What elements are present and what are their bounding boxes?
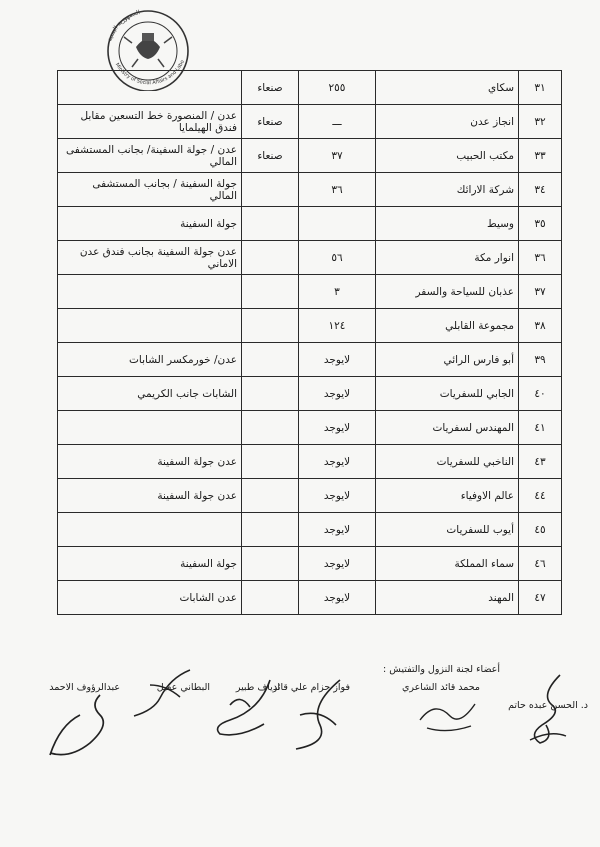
location-cell	[58, 513, 242, 547]
governorate-cell	[242, 377, 299, 411]
governorate-cell	[242, 275, 299, 309]
location-cell: جولة السفينة	[58, 547, 242, 581]
row-number-cell: ٣٢	[519, 105, 562, 139]
member-name-1: د. الحسن عبده حاتم	[508, 700, 588, 711]
location-cell: عدن الشابات	[58, 581, 242, 615]
agency-name-cell: المهندس لسفريات	[376, 411, 519, 445]
location-cell: الشابات جانب الكريمي	[58, 377, 242, 411]
governorate-cell	[242, 343, 299, 377]
location-cell: عدن جولة السفينة بجانب فندق عدن الاماني	[58, 241, 242, 275]
agency-name-cell: مجموعة القابلي	[376, 309, 519, 343]
row-number-cell: ٤٥	[519, 513, 562, 547]
governorate-cell: صنعاء	[242, 139, 299, 173]
table-row	[58, 343, 562, 377]
agency-name-cell: انجاز عدن	[376, 105, 519, 139]
member-name-4: ارياف طبير	[235, 682, 280, 693]
row-number-cell: ٣٨	[519, 309, 562, 343]
table-row	[58, 71, 562, 105]
agencies-table	[57, 70, 562, 615]
pilgrims-count-cell: لايوجد	[299, 377, 376, 411]
signatures-footer	[40, 660, 588, 780]
governorate-cell	[242, 241, 299, 275]
pilgrims-count-cell: لايوجد	[299, 343, 376, 377]
pilgrims-count-cell: لايوجد	[299, 479, 376, 513]
agency-name-cell: عذبان للسياحة والسفر	[376, 275, 519, 309]
location-cell: جولة السفينة / بجانب المستشفى المالي	[58, 173, 242, 207]
location-cell: عدن جولة السفينة	[58, 445, 242, 479]
agency-name-cell: عالم الاوفياء	[376, 479, 519, 513]
pilgrims-count-cell: ٣	[299, 275, 376, 309]
member-name-3: فواز حزام علي قائد	[272, 682, 350, 693]
signature-4	[200, 675, 280, 745]
row-number-cell: ٤١	[519, 411, 562, 445]
svg-text:الجمهورية اليمنية: الجمهورية اليمنية	[106, 8, 141, 43]
pilgrims-count-cell: ١٢٤	[299, 309, 376, 343]
table-row	[58, 581, 562, 615]
location-cell: عدن/ خورمكسر الشابات	[58, 343, 242, 377]
location-cell: عدن جولة السفينة	[58, 479, 242, 513]
table-row	[58, 275, 562, 309]
pilgrims-count-cell: ٥٦	[299, 241, 376, 275]
svg-text:Ministry of Social Affairs and: Ministry of Social Affairs and Labo	[113, 59, 186, 87]
agency-name-cell: شركة الارائك	[376, 173, 519, 207]
row-number-cell: ٣١	[519, 71, 562, 105]
pilgrims-count-cell: ـــ	[299, 105, 376, 139]
table-row	[58, 309, 562, 343]
committee-title: أعضاء لجنة النزول والتفتيش :	[383, 664, 500, 675]
agency-name-cell: سكاي	[376, 71, 519, 105]
agency-name-cell: المهند	[376, 581, 519, 615]
agency-name-cell: الناخبي للسفريات	[376, 445, 519, 479]
governorate-cell: صنعاء	[242, 105, 299, 139]
pilgrims-count-cell: لايوجد	[299, 581, 376, 615]
agency-name-cell: مكتب الحبيب	[376, 139, 519, 173]
row-number-cell: ٣٦	[519, 241, 562, 275]
pilgrims-count-cell: ٣٦	[299, 173, 376, 207]
member-name-5: البطاني عقيل	[156, 682, 210, 693]
row-number-cell: ٣٧	[519, 275, 562, 309]
table-row	[58, 139, 562, 173]
location-cell	[58, 309, 242, 343]
signature-3	[280, 675, 350, 755]
pilgrims-count-cell: لايوجد	[299, 513, 376, 547]
agency-name-cell: وسيط	[376, 207, 519, 241]
agency-name-cell: أيوب للسفريات	[376, 513, 519, 547]
member-name-6: عبدالرؤوف الاحمد	[49, 682, 120, 693]
table-row	[58, 513, 562, 547]
pilgrims-count-cell: لايوجد	[299, 547, 376, 581]
pilgrims-count-cell: لايوجد	[299, 445, 376, 479]
signature-2	[415, 690, 485, 740]
table-row	[58, 173, 562, 207]
row-number-cell: ٣٥	[519, 207, 562, 241]
row-number-cell: ٤٤	[519, 479, 562, 513]
governorate-cell	[242, 309, 299, 343]
location-cell: جولة السفينة	[58, 207, 242, 241]
row-number-cell: ٣٤	[519, 173, 562, 207]
row-number-cell: ٣٩	[519, 343, 562, 377]
agency-name-cell: انوار مكة	[376, 241, 519, 275]
governorate-cell	[242, 411, 299, 445]
location-cell	[58, 275, 242, 309]
location-cell	[58, 71, 242, 105]
governorate-cell	[242, 513, 299, 547]
signature-5	[120, 665, 200, 725]
table-row	[58, 241, 562, 275]
table-row	[58, 411, 562, 445]
member-name-2: محمد قائد الشاعري	[401, 682, 480, 693]
governorate-cell	[242, 581, 299, 615]
agency-name-cell: أبو فارس الرائي	[376, 343, 519, 377]
table-row	[58, 547, 562, 581]
table-row	[58, 105, 562, 139]
governorate-cell	[242, 479, 299, 513]
pilgrims-count-cell: لايوجد	[299, 411, 376, 445]
table-row	[58, 377, 562, 411]
pilgrims-count-cell: ٢٥٥	[299, 71, 376, 105]
agency-name-cell: الجابي للسفريات	[376, 377, 519, 411]
table-row	[58, 207, 562, 241]
location-cell: عدن / المنصورة خط التسعين مقابل فندق الهيلمايا	[58, 105, 242, 139]
governorate-cell: صنعاء	[242, 71, 299, 105]
agency-name-cell: سماء المملكة	[376, 547, 519, 581]
row-number-cell: ٤٠	[519, 377, 562, 411]
governorate-cell	[242, 547, 299, 581]
signature-1	[520, 670, 580, 760]
table-row	[58, 479, 562, 513]
governorate-cell	[242, 445, 299, 479]
governorate-cell	[242, 173, 299, 207]
location-cell	[58, 411, 242, 445]
governorate-cell	[242, 207, 299, 241]
pilgrims-count-cell: ٣٧	[299, 139, 376, 173]
location-cell: عدن / جولة السفينة/ بجانب المستشفى المالي	[58, 139, 242, 173]
row-number-cell: ٤٧	[519, 581, 562, 615]
table-row	[58, 445, 562, 479]
row-number-cell: ٣٣	[519, 139, 562, 173]
pilgrims-count-cell	[299, 207, 376, 241]
signature-6	[40, 685, 120, 775]
row-number-cell: ٤٦	[519, 547, 562, 581]
row-number-cell: ٤٣	[519, 445, 562, 479]
